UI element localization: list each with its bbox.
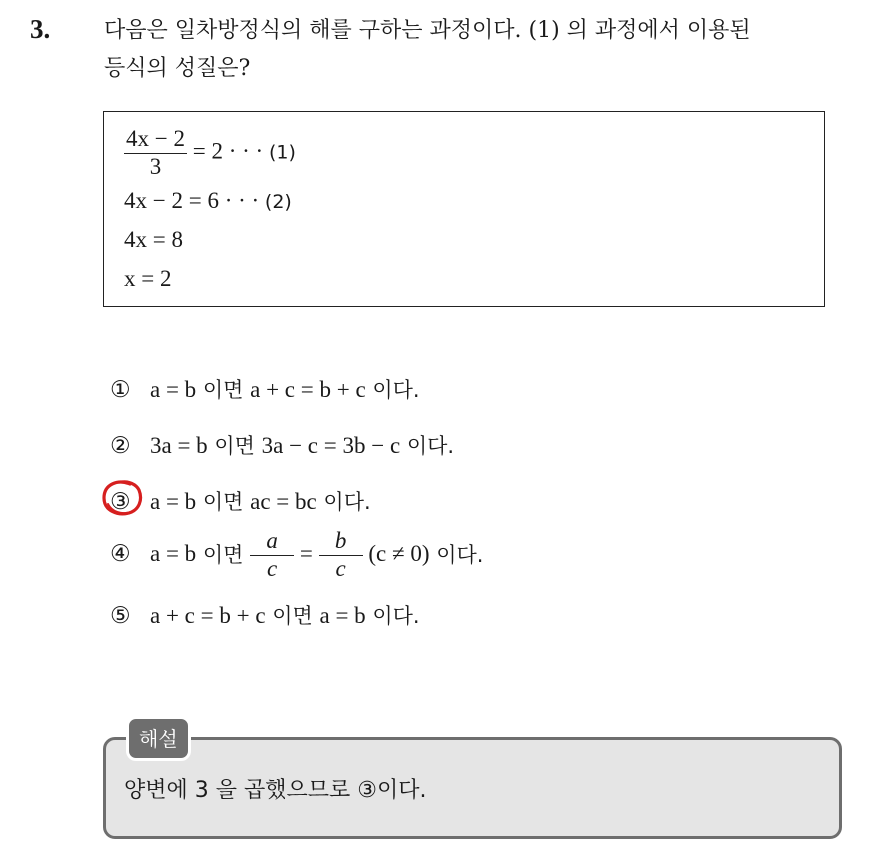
option-5-premise: a + c = b + c [150,603,266,628]
option-2-conclusion: 3a − c = 3b − c [261,433,401,458]
step-2-tag: (2) [264,191,292,213]
option-3-premise: a = b [150,489,197,514]
step-3: 4x = 8 [124,227,183,252]
step-1-numerator: 4x − 2 [126,126,185,151]
option-4-if: 이면 [196,543,251,567]
step-1-denominator: 3 [124,153,187,178]
option-4-fraction-b-numerator: b [334,528,347,553]
question-text [104,12,874,88]
option-4-number: ④ [110,541,131,566]
option-4-fraction-b [319,528,363,580]
question-line-1: 다음은 일차방정식의 해를 구하는 과정이다. (1) 의 과정에서 이용된 [104,18,751,43]
option-4-fraction-a [250,528,294,580]
option-1-premise: a = b [150,377,197,402]
option-3-number: ③ [110,489,131,514]
solution-label: 해설 [126,716,191,761]
option-4-end: 이다. [429,543,484,567]
option-5-conclusion: a = b [319,603,366,628]
option-2-premise: 3a = b [150,433,208,458]
step-1-tag: (1) [268,141,296,164]
option-4[interactable] [110,528,483,580]
option-1-if: 이면 [196,378,251,402]
option-5-number: ⑤ [110,603,131,628]
option-2-end: 이다. [400,434,455,458]
step-4: x = 2 [124,266,172,291]
step-1-fraction [124,128,187,178]
option-3-end: 이다. [316,490,371,514]
option-1-conclusion: a + c = b + c [250,377,366,402]
option-4-fraction-b-denominator: c [319,555,363,580]
solution-text: 양변에 3 을 곱했으므로 ③이다. [124,778,427,803]
question-number: 3. [30,14,51,44]
option-1[interactable] [110,374,420,404]
option-5[interactable] [110,600,420,630]
option-4-premise: a = b [150,541,197,566]
option-3-if: 이면 [196,490,251,514]
option-3-conclusion: ac = bc [250,489,317,514]
option-4-fraction-a-denominator: c [250,555,294,580]
question-line-2: 등식의 성질은? [104,56,251,81]
step-2 [124,188,292,214]
option-4-condition: (c ≠ 0) [362,541,430,566]
option-2[interactable] [110,430,454,460]
option-5-if: 이면 [265,604,320,628]
step-1 [124,128,296,178]
option-1-number: ① [110,377,131,402]
option-4-equals: = [294,541,319,566]
option-4-fraction-a-numerator: a [266,528,278,553]
option-2-number: ② [110,433,131,458]
option-1-end: 이다. [365,378,420,402]
step-1-rest: = 2 · · · [186,138,269,164]
option-5-end: 이다. [365,604,420,628]
step-2-expr: 4x − 2 = 6 · · · [124,188,265,213]
option-3[interactable] [110,486,371,516]
answer-circle-mark-icon [100,478,146,518]
option-2-if: 이면 [207,434,262,458]
